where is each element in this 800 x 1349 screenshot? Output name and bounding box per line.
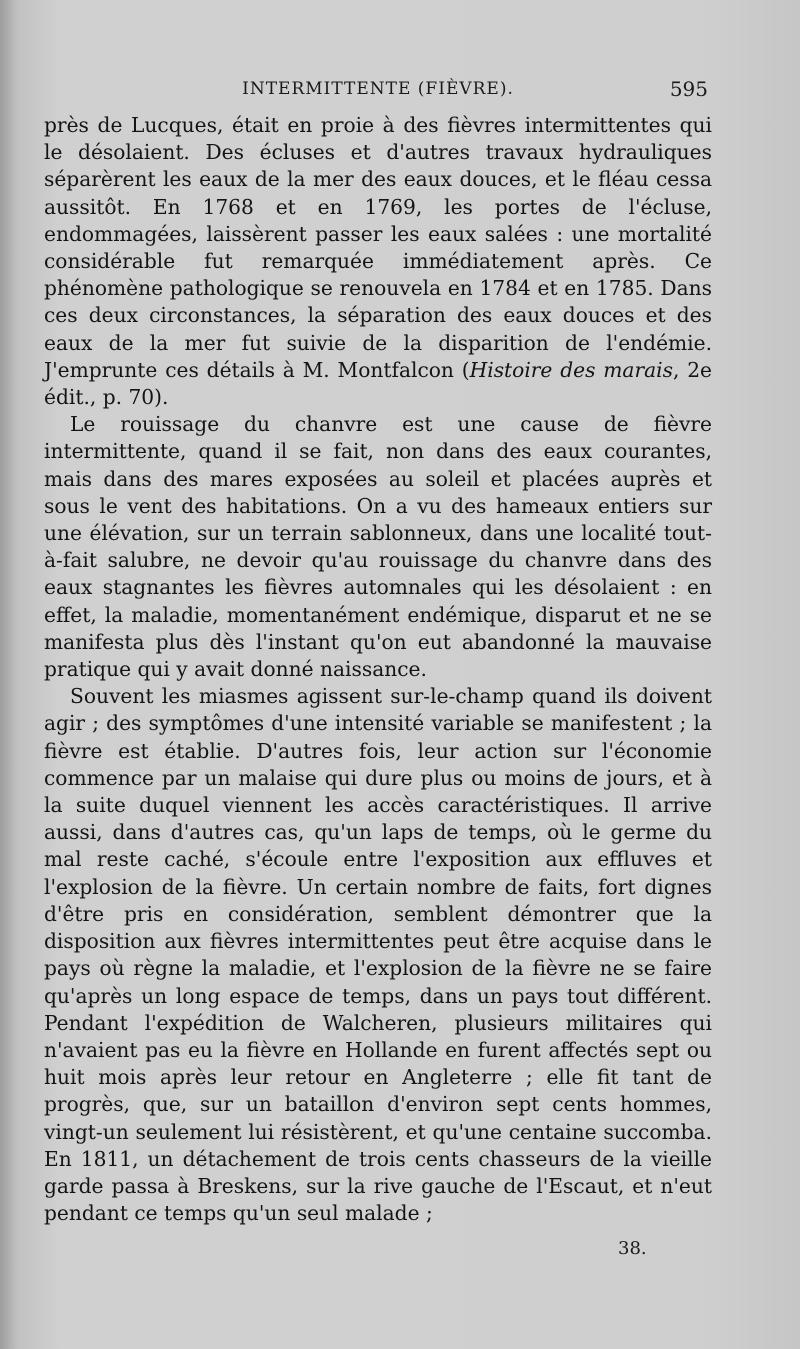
paragraph-2: Le rouissage du chanvre est une cause de fièvre intermittente, quand il se fait, non dans des eaux courantes, mais dans des mares exposées au soleil et placées auprès et sous le vent des habitations. On a vu des hameaux entiers sur une élévation, sur un terrain sablonneux, dans une localité tout-à-fait salubre, ne devoir qu'au rouissage du chanvre dans des eaux stagnantes les fièvres automnales qui les désolaient : en effet, la maladie, momentanément endémique, disparut et ne se manifesta plus dès l'instant qu'on eut abandonné la mauvaise pratique qui y avait donné naissance. bbox=[44, 412, 712, 682]
paragraph-1 bbox=[44, 112, 712, 411]
paragraph-1-citation: , 2e édit., p. 70). bbox=[44, 357, 713, 410]
paragraph-1-text: près de Lucques, était en proie à des fièvres intermittentes qui le désolaient. Des écluses et d'autres travaux hydrauliques séparèrent les eaux de la mer des eaux douces, et le fléau cessa aussitôt. En 1768 et en 1769, les portes de l'écluse, endommagées, laissèrent passer les eaux salées : une mortalité considérable fut remarquée immédiatement après. Ce phénomène pathologique se renouvela en 1784 et en 1785. Dans ces deux circonstances, la séparation des eaux douces et des eaux de la mer fut suivie de la disparition de l'endémie. J'emprunte ces détails à M. Montfalcon ( bbox=[44, 113, 712, 382]
body-text bbox=[44, 112, 712, 1227]
running-title: INTERMITTENTE (FIÈVRE). bbox=[242, 79, 514, 99]
paragraph-3: Souvent les miasmes agissent sur-le-champ quand ils doivent agir ; des symptômes d'une intensité variable se manifestent ; la fièvre est établie. D'autres fois, leur action sur l'économie commence par un malaise qui dure plus ou moins de jours, et à la suite duquel viennent les accès caractéristiques. Il arrive aussi, dans d'autres cas, qu'un laps de temps, où le germe du mal reste caché, s'écoule entre l'exposition aux effluves et l'explosion de la fièvre. Un certain nombre de faits, fort dignes d'être pris en considération, semblent démontrer que la disposition aux fièvres intermittentes peut être acquise dans le pays où règne la maladie, et l'explosion de la fièvre ne se faire qu'après un long espace de temps, dans un pays tout différent. Pendant l'expédition de Walcheren, plusieurs militaires qui n'avaient pas eu la fièvre en Hollande en furent affectés sept ou huit mois après leur retour en Angleterre ; elle fit tant de progrès, que, sur un bataillon d'environ sept cents hommes, vingt-un seulement lui résistèrent, et qu'une centaine succomba. En 1811, un détachement de trois cents chasseurs de la vieille garde passa à Breskens, sur la rive gauche de l'Escaut, et n'eut pendant ce temps qu'un seul malade ; bbox=[44, 684, 712, 1226]
page-header bbox=[44, 76, 712, 102]
page-number: 595 bbox=[669, 77, 708, 101]
signature-mark: 38. bbox=[618, 1238, 647, 1259]
book-title-italic: Histoire des marais bbox=[469, 357, 673, 382]
